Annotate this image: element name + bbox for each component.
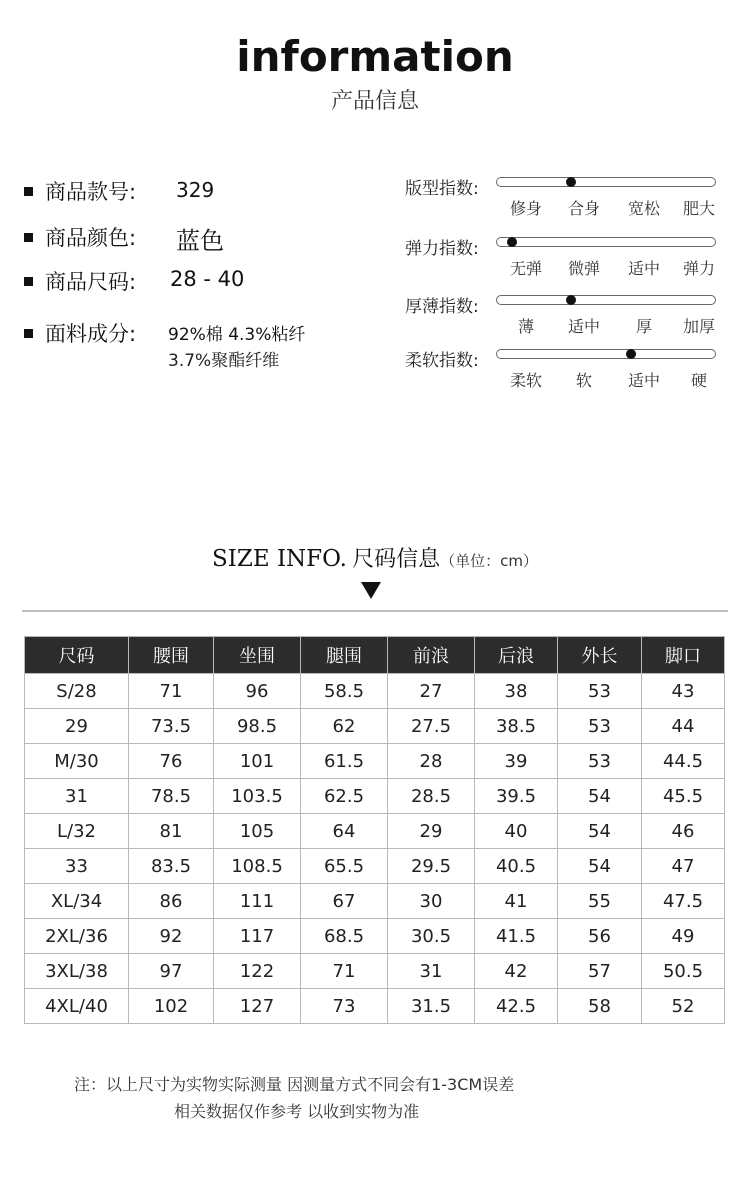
table-row <box>25 674 725 709</box>
table-cell: 81 <box>129 814 214 849</box>
column-header: 前浪 <box>388 637 475 674</box>
index-option: 修身 <box>509 199 543 218</box>
table-cell: 2XL/36 <box>25 919 129 954</box>
table-row <box>25 779 725 814</box>
table-cell: 28.5 <box>388 779 475 814</box>
style-no-row <box>24 176 215 206</box>
column-header: 腰围 <box>129 637 214 674</box>
table-cell: 47.5 <box>642 884 725 919</box>
bullet-icon <box>24 277 33 286</box>
table-row <box>25 814 725 849</box>
index-label: 版型指数: <box>405 179 479 199</box>
column-header: 腿围 <box>301 637 388 674</box>
table-cell: 29 <box>388 814 475 849</box>
index-option: 弹力 <box>682 259 716 278</box>
note-line2: 相关数据仅作参考 以收到实物为准 <box>174 1102 420 1121</box>
index-label: 厚薄指数: <box>405 297 479 317</box>
table-row <box>25 989 725 1024</box>
index-marker <box>566 177 576 187</box>
table-cell: 62.5 <box>301 779 388 814</box>
index-option: 肥大 <box>682 199 716 218</box>
table-cell: 73.5 <box>129 709 214 744</box>
bullet-icon <box>24 329 33 338</box>
table-cell: 105 <box>214 814 301 849</box>
index-option: 厚 <box>635 317 653 336</box>
index-option: 宽松 <box>627 199 661 218</box>
index-marker <box>566 295 576 305</box>
size-range-value: 28 - 40 <box>170 267 245 291</box>
note-line1: 注：以上尺寸为实物实际测量 因测量方式不同会有1-3CM误差 <box>74 1075 515 1094</box>
size-info-heading <box>0 542 750 573</box>
table-cell: 73 <box>301 989 388 1024</box>
table-cell: 61.5 <box>301 744 388 779</box>
index-marker <box>507 237 517 247</box>
table-cell: 86 <box>129 884 214 919</box>
table-row <box>25 849 725 884</box>
style-no-label: 商品款号: <box>45 180 137 204</box>
page-title: information <box>236 32 514 81</box>
table-cell: 44 <box>642 709 725 744</box>
table-cell: 33 <box>25 849 129 884</box>
style-no-value: 329 <box>176 178 215 202</box>
table-cell: 92 <box>129 919 214 954</box>
table-cell: 65.5 <box>301 849 388 884</box>
table-cell: 43 <box>642 674 725 709</box>
table-cell: 76 <box>129 744 214 779</box>
color-value: 蓝色 <box>176 227 224 255</box>
table-cell: 27.5 <box>388 709 475 744</box>
table-row <box>25 919 725 954</box>
fabric-label: 面料成分: <box>45 322 137 346</box>
table-cell: 4XL/40 <box>25 989 129 1024</box>
table-row <box>25 744 725 779</box>
index-option: 薄 <box>517 317 535 336</box>
table-cell: 117 <box>214 919 301 954</box>
index-option: 加厚 <box>682 317 716 336</box>
fabric-row <box>24 318 306 348</box>
table-cell: 46 <box>642 814 725 849</box>
column-header: 后浪 <box>475 637 558 674</box>
table-cell: 53 <box>558 709 642 744</box>
table-cell: 122 <box>214 954 301 989</box>
table-cell: 102 <box>129 989 214 1024</box>
table-cell: 3XL/38 <box>25 954 129 989</box>
table-cell: 30.5 <box>388 919 475 954</box>
size-info-heading-en: SIZE INFO. <box>212 546 347 572</box>
column-header: 外长 <box>558 637 642 674</box>
table-cell: 38.5 <box>475 709 558 744</box>
index-track <box>496 349 716 359</box>
table-cell: 53 <box>558 744 642 779</box>
table-cell: 53 <box>558 674 642 709</box>
table-cell: 41 <box>475 884 558 919</box>
table-cell: 45.5 <box>642 779 725 814</box>
table-row <box>25 709 725 744</box>
divider <box>22 610 728 612</box>
table-cell: 39 <box>475 744 558 779</box>
bullet-icon <box>24 187 33 196</box>
color-label: 商品颜色: <box>45 226 137 250</box>
table-cell: 42.5 <box>475 989 558 1024</box>
size-info-unit: （单位：cm） <box>440 552 538 570</box>
table-cell: 97 <box>129 954 214 989</box>
table-cell: 98.5 <box>214 709 301 744</box>
index-label: 柔软指数: <box>405 351 479 371</box>
table-cell: 103.5 <box>214 779 301 814</box>
table-cell: 41.5 <box>475 919 558 954</box>
table-cell: 101 <box>214 744 301 779</box>
table-cell: 71 <box>301 954 388 989</box>
table-cell: 27 <box>388 674 475 709</box>
table-cell: 42 <box>475 954 558 989</box>
index-marker <box>626 349 636 359</box>
table-cell: 38 <box>475 674 558 709</box>
table-cell: 52 <box>642 989 725 1024</box>
fabric-line2: 3.7%聚酯纤维 <box>168 351 280 371</box>
bullet-icon <box>24 233 33 242</box>
size-row <box>24 266 245 296</box>
index-track <box>496 295 716 305</box>
size-info-heading-cn: 尺码信息 <box>352 547 441 572</box>
index-option: 硬 <box>690 371 708 390</box>
fabric-line1: 92%棉 4.3%粘纤 <box>168 325 306 345</box>
table-cell: 31.5 <box>388 989 475 1024</box>
table-cell: 44.5 <box>642 744 725 779</box>
index-track <box>496 237 716 247</box>
index-option: 柔软 <box>509 371 543 390</box>
table-cell: 62 <box>301 709 388 744</box>
table-row <box>25 884 725 919</box>
table-cell: 31 <box>25 779 129 814</box>
table-cell: 30 <box>388 884 475 919</box>
table-cell: S/28 <box>25 674 129 709</box>
color-row <box>24 222 224 255</box>
size-table <box>24 636 725 1024</box>
table-cell: 64 <box>301 814 388 849</box>
table-cell: M/30 <box>25 744 129 779</box>
index-option: 微弹 <box>567 259 601 278</box>
table-header-row <box>25 637 725 674</box>
table-cell: 54 <box>558 849 642 884</box>
table-cell: 108.5 <box>214 849 301 884</box>
table-cell: 47 <box>642 849 725 884</box>
table-cell: 49 <box>642 919 725 954</box>
page-subtitle: 产品信息 <box>330 89 419 114</box>
table-cell: 68.5 <box>301 919 388 954</box>
table-cell: 111 <box>214 884 301 919</box>
index-track <box>496 177 716 187</box>
table-cell: 29 <box>25 709 129 744</box>
table-cell: 127 <box>214 989 301 1024</box>
table-cell: 50.5 <box>642 954 725 989</box>
table-cell: 58 <box>558 989 642 1024</box>
index-option: 适中 <box>627 259 661 278</box>
table-cell: 40.5 <box>475 849 558 884</box>
index-option: 软 <box>575 371 593 390</box>
table-cell: 78.5 <box>129 779 214 814</box>
table-cell: 96 <box>214 674 301 709</box>
down-arrow-icon <box>361 582 381 599</box>
table-cell: 40 <box>475 814 558 849</box>
table-cell: 39.5 <box>475 779 558 814</box>
index-option: 合身 <box>567 199 601 218</box>
table-cell: XL/34 <box>25 884 129 919</box>
table-cell: 57 <box>558 954 642 989</box>
table-row <box>25 954 725 989</box>
table-cell: 31 <box>388 954 475 989</box>
index-option: 无弹 <box>509 259 543 278</box>
table-cell: L/32 <box>25 814 129 849</box>
table-cell: 54 <box>558 814 642 849</box>
index-option: 适中 <box>567 317 601 336</box>
size-label: 商品尺码: <box>45 270 137 294</box>
table-cell: 71 <box>129 674 214 709</box>
table-cell: 58.5 <box>301 674 388 709</box>
table-cell: 28 <box>388 744 475 779</box>
index-label: 弹力指数: <box>405 239 479 259</box>
column-header: 脚口 <box>642 637 725 674</box>
table-cell: 56 <box>558 919 642 954</box>
column-header: 尺码 <box>25 637 129 674</box>
column-header: 坐围 <box>214 637 301 674</box>
table-cell: 83.5 <box>129 849 214 884</box>
table-cell: 67 <box>301 884 388 919</box>
table-cell: 55 <box>558 884 642 919</box>
table-cell: 54 <box>558 779 642 814</box>
table-cell: 29.5 <box>388 849 475 884</box>
index-option: 适中 <box>627 371 661 390</box>
